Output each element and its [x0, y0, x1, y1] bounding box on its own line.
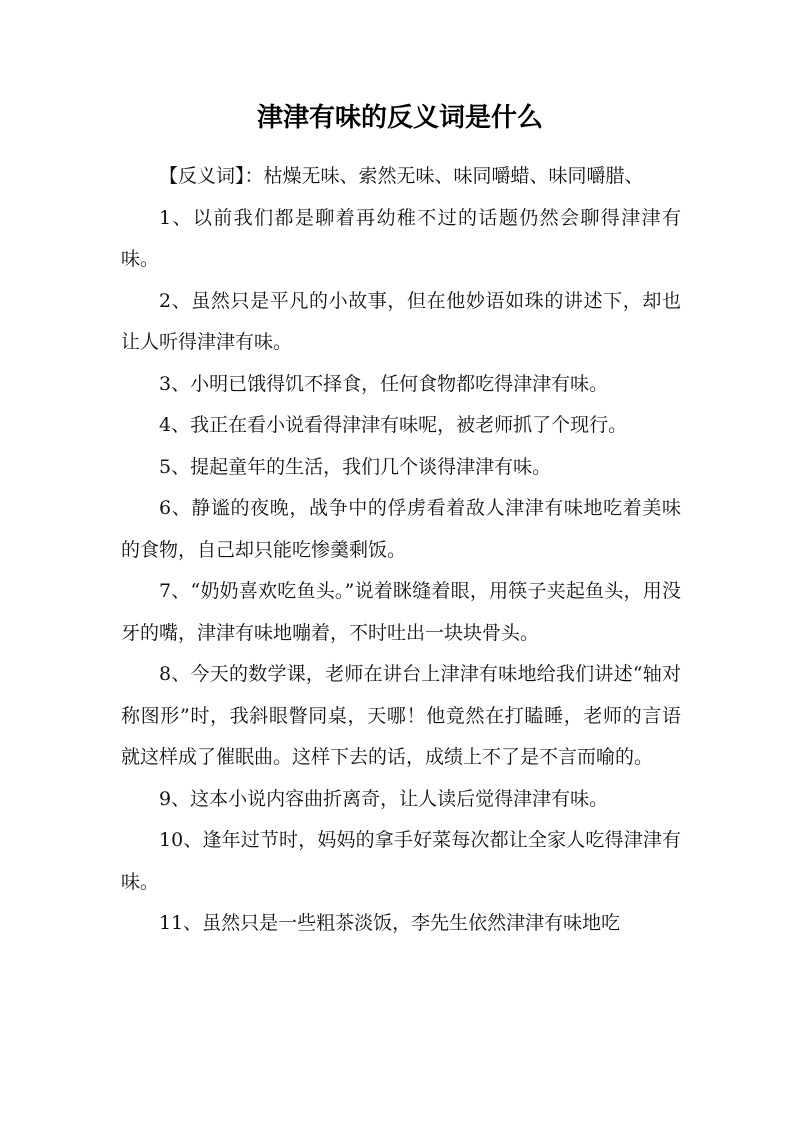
paragraph-example-1: 1、以前我们都是聊着再幼稚不过的话题仍然会聊得津津有味。	[121, 206, 681, 270]
paragraph-example-3: 3、小明已饿得饥不择食，任何食物都吃得津津有味。	[159, 372, 609, 395]
paragraph-example-8: 8、今天的数学课，老师在讲台上津津有味地给我们讲述“轴对称图形”时，我斜眼瞥同桌，天哪！他竟然在打瞌睡，老师的言语就这样成了催眠曲。这样下去的话，成绩上不了是不言而喻的。	[121, 663, 681, 768]
paragraph-antonyms: 【反义词】：枯燥无味、索然无味、味同嚼蜡、味同嚼腊、	[159, 165, 644, 187]
paragraph-example-10: 10、逢年过节时，妈妈的拿手好菜每次都让全家人吃得津津有味。	[121, 829, 681, 893]
paragraph-example-5: 5、提起童年的生活，我们几个谈得津津有味。	[159, 455, 552, 478]
paragraph-example-6: 6、静谧的夜晚，战争中的俘虏看着敌人津津有味地吃着美味的食物，自己却只能吃惨羹剩饭。	[121, 497, 681, 561]
paragraph-example-2: 2、虽然只是平凡的小故事，但在他妙语如珠的讲述下，却也让人听得津津有味。	[121, 289, 681, 353]
paragraph-example-4: 4、我正在看小说看得津津有味呢，被老师抓了个现行。	[159, 414, 628, 436]
paragraph-example-11: 11、虽然只是一些粗茶淡饭，李先生依然津津有味地吃	[159, 912, 621, 934]
document-title: 津津有味的反义词是什么	[256, 103, 543, 133]
paragraph-example-7: 7、“奶奶喜欢吃鱼头。”说着眯缝着眼，用筷子夹起鱼头，用没牙的嘴，津津有味地嘣着，不时吐出一块块骨头。	[121, 580, 681, 644]
paragraph-example-9: 9、这本小说内容曲折离奇，让人读后觉得津津有味。	[159, 787, 609, 810]
document-body	[121, 156, 681, 945]
